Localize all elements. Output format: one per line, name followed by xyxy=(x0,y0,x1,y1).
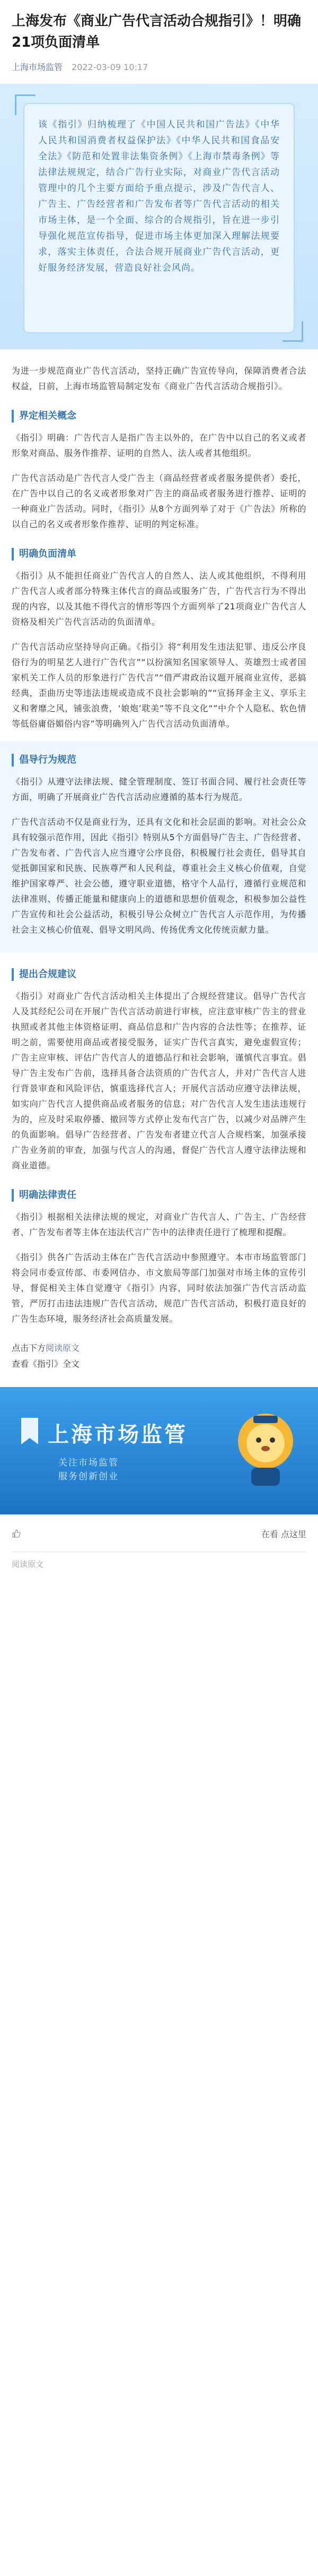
summary-card xyxy=(23,103,295,333)
section-paragraph: 《指引》明确：广告代言人是指广告主以外的，在广告中以自己的名义或者形象对商品、服务作推荐、证明的自然人、法人或者其他组织。 xyxy=(12,433,306,458)
bookmark-icon xyxy=(19,1417,40,1445)
banner-title: 上海市场监管 xyxy=(48,1423,188,1447)
article-meta xyxy=(12,61,306,73)
like-button[interactable] xyxy=(12,1529,21,1539)
section-heading: 界定相关概念 xyxy=(12,410,306,423)
slogan-line: 关注市场监管 xyxy=(58,1458,119,1468)
section-paragraph: 《指引》从不能担任商业广告代言人的自然人、法人或其他组织，不得利用广告代言人或者部分特殊主体代言的商品或服务广告，广告代言行为不得出现的内容，以及其他不得代言的情形等四个方面列举了21项商业广告代言人资格及相关广告代言活动的负面清单。 xyxy=(12,571,306,627)
article-content xyxy=(12,349,306,1372)
section-heading: 明确负面清单 xyxy=(12,548,306,561)
banner-slogan xyxy=(58,1456,119,1484)
lion-mascot-icon xyxy=(231,1408,300,1488)
slogan-line: 服务创新创业 xyxy=(58,1471,119,1482)
section-paragraph: 《指引》对商业广告代言活动相关主体提出了合规经营建议。倡导广告代言人及其经纪公司在开展广告代言活动前进行审核，应注意审核广告主的营业执照或者其他主体资格证明、商品信息和广告内容的合法性等；在推荐、证明之前，需要使用商品或者接受服务，证实广告代言真实，避免虚假宣传；广告主应审核、评估广告代言人的道德品行和社会影响，谨慎代言事宜。倡导广告主发布广告前，选择具备合法资质的广告代言人，并对广告代言人进行背景审查和风险评估，慎重选择代言人；开展代言活动应遵守法律法规，如实向广告代言人提供商品或者服务的信息；对广告代言人发生违法违规行为的，应及时采取停播、撤回等方式停止发布代言广告，以减少对品牌产生的负面影响。倡导广告经营者、广告发布者建立代言人合规档案，加强承接广告业务前的审查，加强与代言人的沟通，督促广告代言人遵守法律法规和商业道德。 xyxy=(12,991,306,1170)
account-banner[interactable] xyxy=(0,1387,318,1514)
wow-hint: 点这里 xyxy=(280,1529,306,1539)
intro-illustration xyxy=(0,84,318,349)
summary-text: 该《指引》归纳梳理了《中国人民共和国广告法》《中华人民共和国消费者权益保护法》《中华人民共和国食品安全法》《防范和处置非法集资条例》《上海市禁毒条例》等法律法规规定，结合广告行业实际，对商业广告代言活动管理中的几个主要方面给予重点提示，涉及广告代言人、广告主、广告经营者和广告发布者等广告代言活动的相关市场主体，是一个全面、综合的合规指引，旨在进一步引导强化规范宣传指导，促进市场主体更加深入理解法规要求，落实主体责任，合法合规开展商业广告代言活动，更好服务经济发展，营造良好社会风尚。 xyxy=(38,119,280,273)
article-title: 上海发布《商业广告代言活动合规指引》！明确21项负面清单 xyxy=(12,13,302,50)
read-more-links xyxy=(12,1340,306,1372)
read-original-link[interactable]: 阅读原文 xyxy=(46,1343,80,1353)
wow-button[interactable] xyxy=(261,1528,306,1540)
section-heading: 明确法律责任 xyxy=(12,1189,306,1202)
read-original-hint xyxy=(12,1340,306,1356)
hint-text: 点击下方 xyxy=(12,1343,46,1353)
section-paragraph: 广告代言活动应坚持导向正确。《指引》将“利用发生违法犯罪、违反公序良俗行为的明星艺人进行广告代言”“以扮演知名国家领导人、英雄烈士或者国家机关工作人员的形象进行广告代言”“借严肃政治议题开展商业宣传，恶搞经典，歪曲历史等违法违规或造成不良社会影响的”“宣扬拜金主义、享乐主义和奢靡之风，铺张浪费，‘娘炮’耽美”等不良文化“”中介个人隐私、软色情等低俗庸俗媚俗内容”等明确列入广告代言活动负面清单。 xyxy=(12,642,306,729)
thumb-up-icon xyxy=(12,1529,21,1538)
section-block xyxy=(0,741,318,952)
action-row xyxy=(12,1523,306,1544)
section-heading: 提出合规建议 xyxy=(12,968,306,981)
read-original-footer-link[interactable]: 阅读原文 xyxy=(12,1560,44,1569)
section-paragraph: 广告代言活动不仅是商业行为，还具有文化和社会层面的影响。对社会公众具有较强示范作用，因此《指引》特别从5个方面倡导广告主、广告经营者、广告发布者、广告代言人应当遵守公序良俗，积极履行社会责任，倡导其自觉抵御国家和民族、民族尊严和人民利益，尊重社会主义核心价值观，自觉维护国家尊严、社会公德，遵守职业道德，格守个人品行，遵循行业规范和法律准则、传播正能量和健康向上的道德和思想价值观念，积极参加公益性广告宣传和社会公益活动，积极引导公众树立广告代言人示范作用，为传播社会主义核心价值观、倡导文明风尚、传扬优秀文化传统贡献力量。 xyxy=(12,817,306,935)
hint-text: 查看《指引》 xyxy=(12,1359,63,1369)
section-paragraph: 《指引》从遵守法律法规、健全管理制度、签订书面合同、履行社会责任等方面，明确了开展商业广告代言活动应遵循的基本行为规范。 xyxy=(12,777,306,802)
account-name-link[interactable]: 上海市场监管 xyxy=(12,62,63,72)
section-paragraph: 广告代言活动是广告代言人受广告主（商品经营者或者服务提供者）委托，在广告中以自己的名义或者形象对广告主的商品或者服务进行推荐、证明的一种商业广告活动。同时，《指引》从8个方面列举了对于《广告法》所称的以自己的名义或者形象作推荐、证明的判定标准。 xyxy=(12,473,306,529)
intro-paragraph: 为进一步规范商业广告代言活动，坚持正确广告宣传导向，保障消费者合法权益，日前，上海市场监管局制定发布《商业广告代言活动合规指引》。 xyxy=(12,366,306,391)
full-text-hint xyxy=(12,1356,306,1372)
closing-paragraph: 《指引》供各广告活动主体在广告代言活动中参照遵守。本市市场监管部门将会同市委宣传部、市委网信办、市文旅局等部门加强对市场主体的宣传引导，督促相关主体自觉遵守《指引》内容，同时依法加强广告代言活动监管，严厉打击违法违规广告代言活动，规范广告代言活动，积极打造良好的广告生态环境，服务经济社会高质量发展。 xyxy=(12,1252,306,1324)
publish-date: 2022-03-09 10:17 xyxy=(72,62,148,72)
section-heading: 倡导行为规范 xyxy=(12,754,306,766)
wow-label: 在看 xyxy=(261,1529,278,1539)
section-paragraph: 《指引》根据相关法律法规的规定，对商业广告代言人、广告主、广告经营者、广告发布者等主体在违法代言广告中的法律责任进行了梳理和提醒。 xyxy=(12,1212,306,1237)
full-text-label: 全文 xyxy=(63,1359,80,1369)
bottom-bar xyxy=(12,1552,306,1570)
